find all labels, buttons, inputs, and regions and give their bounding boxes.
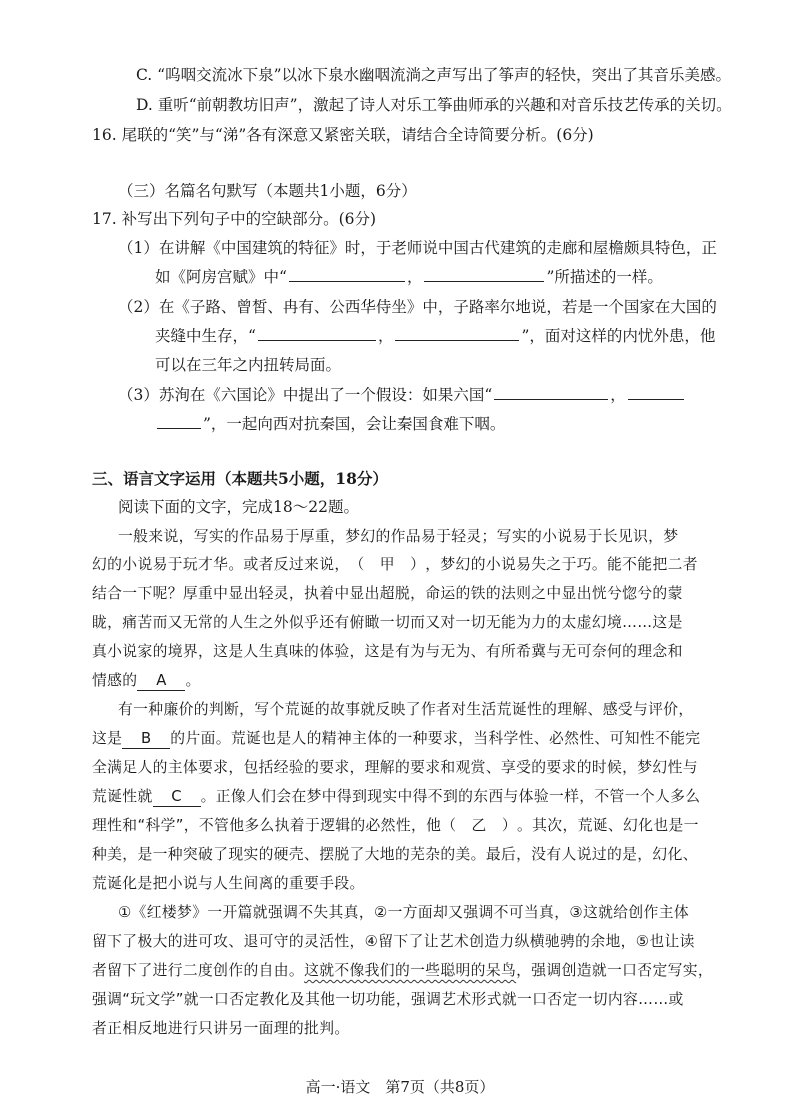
answer-blank[interactable] — [628, 384, 684, 400]
q17-item1-prefix: 如《阿房宫赋》中“ — [155, 268, 287, 286]
q17-item3-line1 — [118, 384, 686, 406]
q17-item2-suffix: ”，面对这样的内忧外患，他 — [521, 327, 716, 345]
reading-instruction: 阅读下面的文字，完成18～22题。 — [118, 498, 359, 516]
passage-p1-line: 眬，痛苦而又无常的人生之外似乎还有俯瞰一切而又对一切无能为力的太虚幻境……这是 — [92, 614, 683, 631]
comma: ， — [406, 268, 423, 286]
passage-p2-line — [92, 728, 700, 750]
blank-yi[interactable]: （ 乙 ） — [441, 817, 518, 834]
blank-jia[interactable]: （ 甲 ） — [349, 556, 426, 573]
passage-p2-line — [92, 786, 700, 808]
q17-item1-suffix: ”所描述的一样。 — [546, 268, 663, 286]
passage-text: 理性和“科学”，不管他多么执着于逻辑的必然性，他 — [92, 817, 442, 834]
passage-text: 幻的小说易于玩才华。或者反过来说， — [92, 556, 350, 573]
passage-p2-line: 全满足人的主体要求，包括经验的要求，理解的要求和观赏、享受的要求的时候，梦幻性与 — [92, 759, 698, 776]
passage-p1-line: 结合一下呢？厚重中显出轻灵，执着中显出超脱，命运的铁的法则之中显出恍兮惚兮的蒙 — [92, 585, 683, 602]
answer-blank[interactable] — [424, 266, 544, 282]
q17-item2-prefix: 夹缝中生存，“ — [155, 327, 256, 345]
section-language-header: 三、语言文字运用（本题共5小题，18分） — [92, 469, 388, 488]
q17-item2-line3: 可以在三年之内扭转局面。 — [155, 356, 342, 374]
passage-text: 情感的 — [92, 672, 138, 689]
q17-item1-line1: （1）在讲解《中国建筑的特征》时，于老师说中国古代建筑的走廊和屋檐颇具特色，正 — [118, 239, 717, 257]
passage-p1-line — [92, 670, 201, 692]
passage-text: 。其次，荒诞、幻化也是一 — [517, 817, 699, 834]
passage-p2-line: 有一种廉价的判断，写个荒诞的故事就反映了作者对生活荒诞性的理解、感受与评价， — [118, 701, 694, 718]
comma: ， — [377, 327, 394, 345]
passage-text: ，强调创造就一口否定写实， — [516, 962, 714, 979]
passage-p2-line: 种美，是一种突破了现实的硬壳、摆脱了大地的芜杂的美。最后，没有人说过的是，幻化、 — [92, 846, 698, 863]
passage-p3-line: 强调“玩文学”就一口否定教化及其他一切功能，强调艺术形式就一口否定一切内容……或 — [92, 991, 684, 1008]
page-footer: 高一·语文 第7页（共8页） — [305, 1078, 495, 1096]
q15-option-c: C. “呜咽交流冰下泉”以冰下泉水幽咽流淌之声写出了筝声的轻快，突出了其音乐美感。 — [136, 66, 732, 84]
passage-p1-line: 一般来说，写实的作品易于厚重，梦幻的作品易于轻灵；写实的小说易于长见识，梦 — [118, 528, 679, 545]
passage-p3-line — [92, 960, 713, 982]
blank-a[interactable]: A — [137, 672, 185, 691]
passage-p3-line: 者正相反地进行只讲另一面理的批判。 — [92, 1020, 350, 1037]
passage-text: 。 — [185, 672, 201, 689]
blank-c[interactable]: C — [153, 788, 201, 807]
q17-item2-line1: （2）在《子路、曾皙、冉有、公西华侍坐》中，子路率尔地说，若是一个国家在大国的 — [118, 298, 717, 316]
q17-item2-line2 — [155, 325, 715, 347]
passage-p1-line: 真小说家的境界，这是人生真味的体验，这是有为与无为、有所希冀与无可奈何的理念和 — [92, 643, 683, 660]
passage-text: 的片面。荒诞也是人的精神主体的一种要求，当科学性、必然性、可知性不能完 — [170, 730, 701, 747]
passage-p2-line — [92, 815, 699, 837]
answer-blank[interactable] — [258, 325, 376, 341]
passage-p2-line: 荒诞化是把小说与人生间离的重要手段。 — [92, 875, 365, 892]
comma: ， — [610, 386, 626, 404]
q17-item3-suffix: ”，一起向西对抗秦国，会让秦国食难下咽。 — [203, 415, 506, 433]
answer-blank[interactable] — [494, 384, 608, 400]
wavy-underlined-sentence: 这就不像我们的一些聪明的呆鸟 — [304, 962, 517, 979]
passage-p3-line: 留下了极大的进可攻、退可守的灵活性，④留下了让艺术创造力纵横驰骋的余地，⑤也让读 — [92, 933, 695, 950]
q17-item3-prefix: （3）苏洵在《六国论》中提出了一个假设：如果六国“ — [118, 386, 493, 404]
blank-b[interactable]: B — [122, 730, 170, 749]
q16-question: 16. 尾联的“笑”与“涕”各有深意又紧密关联，请结合全诗简要分析。(6分) — [92, 126, 594, 144]
passage-text: 荒诞性就 — [92, 788, 153, 805]
passage-text: 这是 — [92, 730, 123, 747]
section-famous-header: （三）名篇名句默写（本题共1小题，6分） — [118, 182, 417, 200]
q17-stem: 17. 补写出下列句子中的空缺部分。(6分) — [92, 210, 377, 228]
q17-item1-line2 — [155, 266, 663, 288]
passage-p3-line: ①《红楼梦》一开篇就强调不失其真，②一方面却又强调不可当真，③这就给创作主体 — [118, 904, 689, 921]
passage-text: ，梦幻的小说易失之于巧。能不能把二者 — [425, 556, 698, 573]
passage-text: 者留下了进行二度创作的自由。 — [92, 962, 305, 979]
answer-blank[interactable] — [289, 266, 405, 282]
answer-blank[interactable] — [157, 413, 201, 429]
passage-text: 。正像人们会在梦中得到现实中得不到的东西与体验一样，不管一个人多么 — [200, 788, 701, 805]
q15-option-d: D. 重听“前朝教坊旧声”，激起了诗人对乐工筝曲师承的兴趣和对音乐技艺传承的关切。 — [136, 96, 732, 114]
answer-blank[interactable] — [395, 325, 519, 341]
passage-p1-line — [92, 554, 698, 576]
q17-item3-line2 — [155, 413, 505, 435]
